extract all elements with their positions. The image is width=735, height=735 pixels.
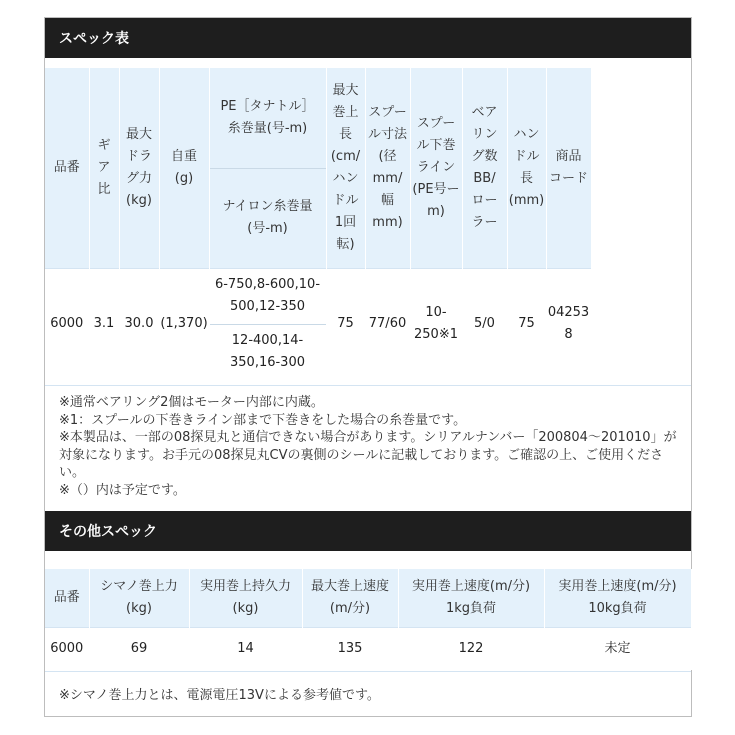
cell-handle-length: 75 <box>507 269 546 380</box>
other-header-max-speed: 最大巻上速度 (m/分) <box>302 569 398 628</box>
other-header-speed-1kg: 実用巻上速度(m/分) 1kg負荷 <box>398 569 544 628</box>
cell-model: 6000 <box>45 269 89 380</box>
other-header-endurance: 実用巻上持久力 (kg) <box>189 569 302 628</box>
note-line: ※通常ベアリング2個はモーター内部に内蔵。 <box>59 395 324 410</box>
note-line: ※本製品は、一部の08探見丸と通信できない場合があります。シリアルナンバー「200804～201010」が対象になります。お手元の08探見丸CVの裏側のシールに記載しております。ご確認の上、ご使用ください。 <box>59 430 677 480</box>
other-cell-speed-10kg: 未定 <box>544 628 691 671</box>
other-cell-max-speed: 135 <box>302 628 398 671</box>
header-nylon-capacity: ナイロン糸巻量 (号-m) <box>222 199 313 237</box>
table-row <box>45 269 691 380</box>
spec-header-row <box>45 68 691 269</box>
header-underline: スプー ル下巻 ライン (PE号ー m) <box>410 68 462 269</box>
other-cell-hoist-power: 69 <box>89 628 189 671</box>
header-gear-ratio: ギ ア 比 <box>89 68 119 269</box>
other-spec-title: その他スペック <box>45 511 691 551</box>
cell-underline: 10- 250※1 <box>410 269 462 380</box>
header-pe-capacity: PE［タナトル］ 糸巻量(号-m) <box>210 68 326 169</box>
cell-product-code: 04253 8 <box>546 269 591 380</box>
header-product-code: 商品 コード <box>546 68 591 269</box>
cell-pe-capacity: 6-750,8-600,10- 500,12-350 <box>210 269 326 325</box>
cell-line-capacity <box>209 269 326 380</box>
other-spec-note: ※シマノ巻上力とは、電源電圧13Vによる参考値です。 <box>45 671 691 715</box>
other-header-speed-10kg: 実用巻上速度(m/分) 10kg負荷 <box>544 569 691 628</box>
cell-bearing: 5/0 <box>462 269 507 380</box>
cell-gear-ratio: 3.1 <box>89 269 119 380</box>
header-max-drag: 最大 ドラ グ力 (kg) <box>119 68 159 269</box>
other-cell-endurance: 14 <box>189 628 302 671</box>
other-header-model: 品番 <box>45 569 89 628</box>
header-handle-length: ハン ドル 長 (mm) <box>507 68 546 269</box>
other-header-row <box>45 569 691 628</box>
cell-nylon-capacity: 12-400,14- 350,16-300 <box>230 332 305 370</box>
spec-sheet <box>44 17 692 717</box>
note-line: ※1：スプールの下巻きライン部まで下巻きをした場合の糸巻量です。 <box>59 412 467 428</box>
header-spool-size: スプー ル寸法 (径 mm/ 幅 mm) <box>365 68 410 269</box>
header-bearing: ベア リン グ数 BB/ ロー ラー <box>462 68 507 269</box>
spec-table <box>45 68 691 379</box>
spec-table-title: スペック表 <box>45 18 691 58</box>
spec-notes <box>45 385 691 499</box>
cell-max-drag: 30.0 <box>119 269 159 380</box>
note-line: ※（）内は予定です。 <box>59 482 186 498</box>
other-spec-table <box>45 569 692 670</box>
other-cell-speed-1kg: 122 <box>398 628 544 671</box>
cell-weight: (1,370) <box>159 269 209 380</box>
table-row <box>45 628 691 671</box>
header-model: 品番 <box>45 68 89 269</box>
cell-spool-size: 77/60 <box>365 269 410 380</box>
cell-max-retrieve: 75 <box>326 269 365 380</box>
header-weight: 自重 (g) <box>159 68 209 269</box>
header-line-capacity <box>209 68 326 269</box>
header-max-retrieve: 最大 巻上 長 (cm/ ハン ドル 1回 転) <box>326 68 365 269</box>
other-cell-model: 6000 <box>45 628 89 671</box>
other-header-hoist-power: シマノ巻上力 (kg) <box>89 569 189 628</box>
